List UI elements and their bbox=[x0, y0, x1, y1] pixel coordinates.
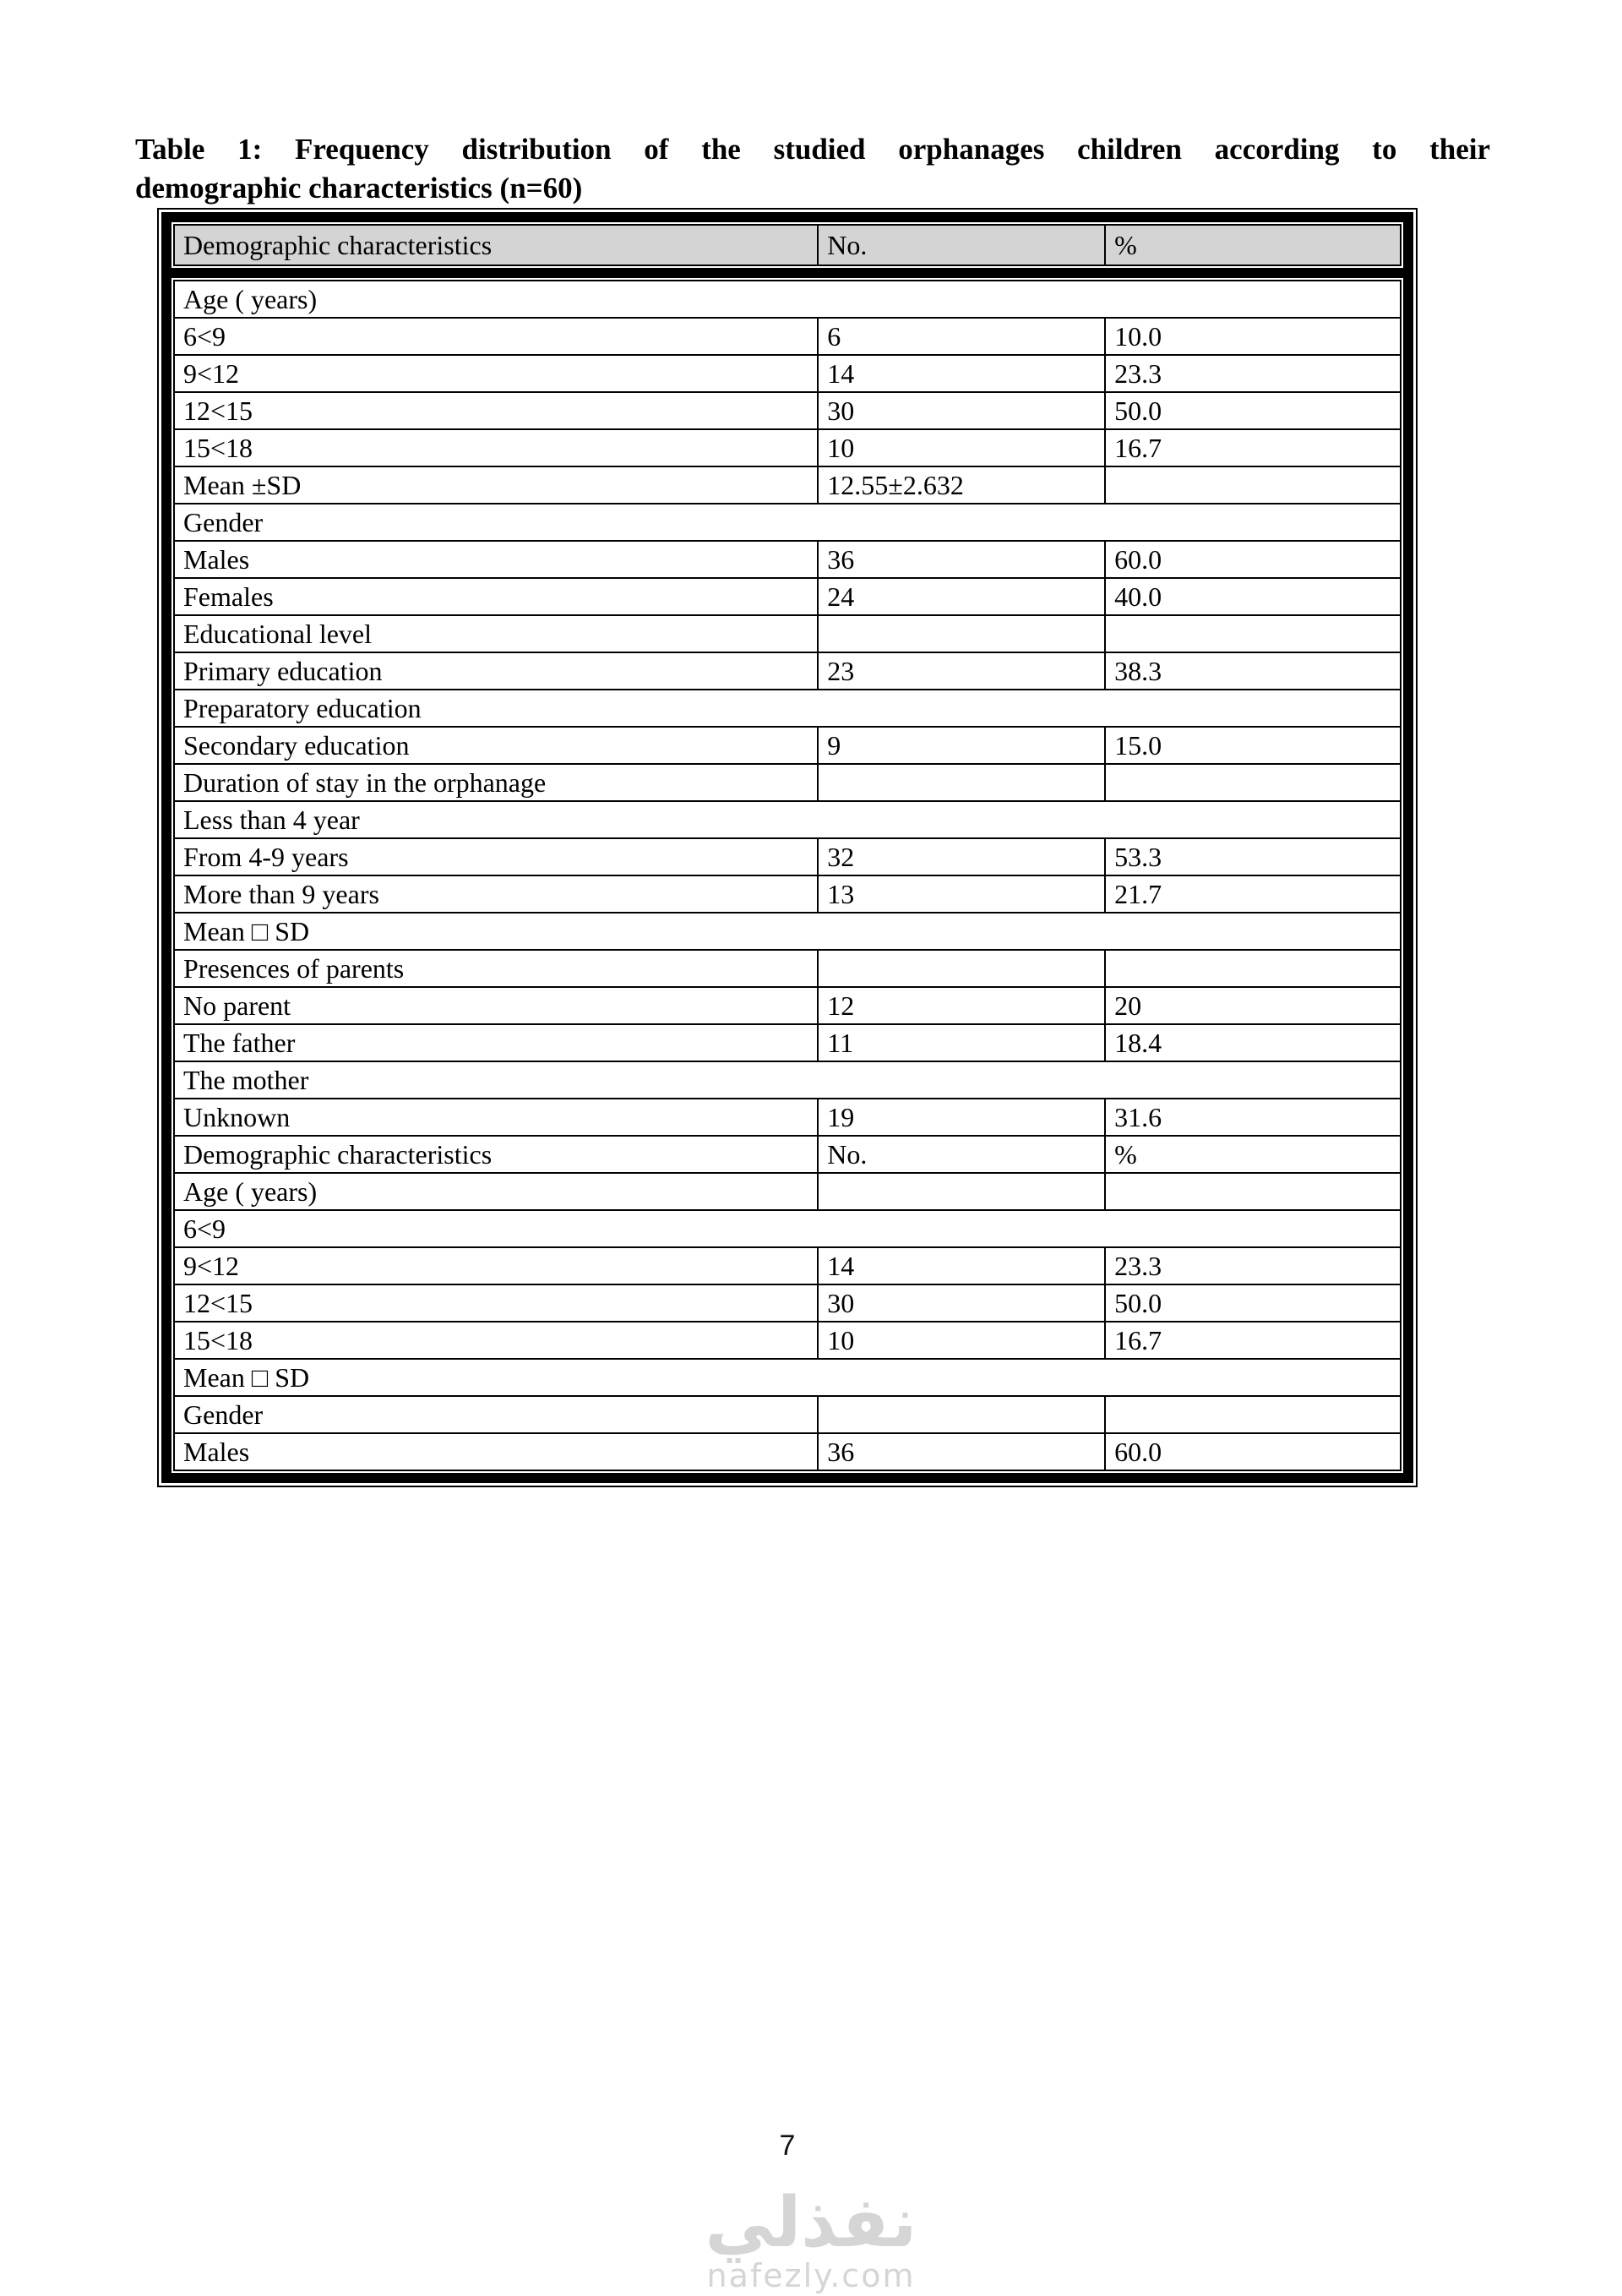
table-cell-pct: 38.3 bbox=[1105, 652, 1401, 690]
table-cell-no: 30 bbox=[818, 392, 1105, 429]
table-row bbox=[174, 727, 1401, 764]
table-caption-line-2: demographic characteristics (n=60) bbox=[135, 172, 583, 205]
table-row bbox=[174, 1247, 1401, 1284]
table-cell-pct: 16.7 bbox=[1105, 429, 1401, 466]
table-cell-label: Duration of stay in the orphanage bbox=[174, 764, 818, 801]
table-row bbox=[174, 1210, 1401, 1247]
table-row bbox=[174, 1061, 1401, 1099]
table-outer-border bbox=[157, 208, 1418, 1487]
table-cell-pct: 16.7 bbox=[1105, 1322, 1401, 1359]
table-cell-label: The mother bbox=[174, 1061, 1401, 1099]
table-row bbox=[174, 652, 1401, 690]
table-cell-pct bbox=[1105, 466, 1401, 504]
table-cell-label: Mean □ SD bbox=[174, 1359, 1401, 1396]
table-cell-no: 12 bbox=[818, 987, 1105, 1024]
table-cell-no: 12.55±2.632 bbox=[818, 466, 1105, 504]
table-cell-label: 15<18 bbox=[174, 429, 818, 466]
table-cell-no: 30 bbox=[818, 1284, 1105, 1322]
table-header-row bbox=[174, 225, 1401, 265]
table-cell-label: Males bbox=[174, 1433, 818, 1470]
table-cell-pct bbox=[1105, 1396, 1401, 1433]
nafezly-domain: nafezly.com bbox=[706, 2257, 916, 2294]
table-row bbox=[174, 987, 1401, 1024]
table-inner-border bbox=[161, 212, 1413, 1483]
nafezly-logo: نفذلي bbox=[705, 2183, 917, 2263]
table-cell-pct: 60.0 bbox=[1105, 1433, 1401, 1470]
table-cell-pct: 20 bbox=[1105, 987, 1401, 1024]
table-cell-label: Females bbox=[174, 578, 818, 615]
table-cell-no: 14 bbox=[818, 1247, 1105, 1284]
table-row bbox=[174, 1396, 1401, 1433]
table-cell-no bbox=[818, 1396, 1105, 1433]
header-cell-characteristics: Demographic characteristics bbox=[174, 225, 818, 265]
table-cell-label: The father bbox=[174, 1024, 818, 1061]
table-row bbox=[174, 913, 1401, 950]
table-cell-no: No. bbox=[818, 1136, 1105, 1173]
table-row bbox=[174, 615, 1401, 652]
table-row bbox=[174, 1173, 1401, 1210]
table-cell-pct: 18.4 bbox=[1105, 1024, 1401, 1061]
table-cell-no bbox=[818, 1173, 1105, 1210]
table-cell-label: Preparatory education bbox=[174, 690, 1401, 727]
table-cell-label: Less than 4 year bbox=[174, 801, 1401, 838]
table-row bbox=[174, 1284, 1401, 1322]
table-cell-label: 9<12 bbox=[174, 355, 818, 392]
table-cell-label: 9<12 bbox=[174, 1247, 818, 1284]
watermark bbox=[0, 2183, 1622, 2294]
table-row bbox=[174, 1359, 1401, 1396]
table-cell-pct: 15.0 bbox=[1105, 727, 1401, 764]
table-cell-pct: 50.0 bbox=[1105, 1284, 1401, 1322]
table-cell-label: Males bbox=[174, 541, 818, 578]
table-row bbox=[174, 355, 1401, 392]
table-cell-pct: 50.0 bbox=[1105, 392, 1401, 429]
table-cell-no: 24 bbox=[818, 578, 1105, 615]
page-number: 7 bbox=[779, 2130, 796, 2162]
table-header bbox=[173, 224, 1402, 266]
table-cell-pct: 23.3 bbox=[1105, 355, 1401, 392]
table-row bbox=[174, 950, 1401, 987]
frequency-table bbox=[157, 208, 1418, 1487]
table-row bbox=[174, 801, 1401, 838]
table-cell-label: Age ( years) bbox=[174, 1173, 818, 1210]
table-cell-no: 19 bbox=[818, 1099, 1105, 1136]
table-cell-label: Secondary education bbox=[174, 727, 818, 764]
table-row bbox=[174, 504, 1401, 541]
table-row bbox=[174, 1099, 1401, 1136]
table-cell-label: 15<18 bbox=[174, 1322, 818, 1359]
table-cell-pct: 40.0 bbox=[1105, 578, 1401, 615]
table-cell-no bbox=[818, 615, 1105, 652]
table-row bbox=[174, 1433, 1401, 1470]
table-cell-no: 36 bbox=[818, 1433, 1105, 1470]
table-row bbox=[174, 1136, 1401, 1173]
table-row bbox=[174, 392, 1401, 429]
table-row bbox=[174, 466, 1401, 504]
table-cell-label: Unknown bbox=[174, 1099, 818, 1136]
table-body bbox=[173, 280, 1402, 1471]
table-cell-label: Educational level bbox=[174, 615, 818, 652]
table-cell-label: 6<9 bbox=[174, 318, 818, 355]
table-row bbox=[174, 429, 1401, 466]
table-cell-pct: 10.0 bbox=[1105, 318, 1401, 355]
table-cell-no: 14 bbox=[818, 355, 1105, 392]
header-cell-percent: % bbox=[1105, 225, 1401, 265]
table-cell-label: Mean ±SD bbox=[174, 466, 818, 504]
table-cell-label: 12<15 bbox=[174, 1284, 818, 1322]
header-cell-no: No. bbox=[818, 225, 1105, 265]
table-row bbox=[174, 1024, 1401, 1061]
table-cell-label: Mean □ SD bbox=[174, 913, 1401, 950]
table-cell-pct: 23.3 bbox=[1105, 1247, 1401, 1284]
table-cell-label: Primary education bbox=[174, 652, 818, 690]
table-cell-no: 23 bbox=[818, 652, 1105, 690]
table-cell-pct: 21.7 bbox=[1105, 875, 1401, 913]
table-row bbox=[174, 875, 1401, 913]
table-row bbox=[174, 1322, 1401, 1359]
table-cell-pct bbox=[1105, 764, 1401, 801]
table-cell-no bbox=[818, 764, 1105, 801]
table-cell-label: 6<9 bbox=[174, 1210, 1401, 1247]
table-row bbox=[174, 690, 1401, 727]
table-cell-no: 10 bbox=[818, 429, 1105, 466]
table-cell-label: Presences of parents bbox=[174, 950, 818, 987]
table-cell-no: 6 bbox=[818, 318, 1105, 355]
table-cell-label: Gender bbox=[174, 1396, 818, 1433]
table-row bbox=[174, 541, 1401, 578]
table-header-separator-band bbox=[171, 268, 1403, 278]
table-cell-label: No parent bbox=[174, 987, 818, 1024]
table-cell-label: From 4-9 years bbox=[174, 838, 818, 875]
table-cell-no: 9 bbox=[818, 727, 1105, 764]
table-row bbox=[174, 578, 1401, 615]
table-cell-label: Gender bbox=[174, 504, 1401, 541]
table-cell-no: 13 bbox=[818, 875, 1105, 913]
table-cell-label: Age ( years) bbox=[174, 281, 1401, 318]
table-cell-pct: 31.6 bbox=[1105, 1099, 1401, 1136]
table-row bbox=[174, 764, 1401, 801]
table-cell-no: 11 bbox=[818, 1024, 1105, 1061]
table-row bbox=[174, 281, 1401, 318]
table-cell-pct bbox=[1105, 615, 1401, 652]
table-row bbox=[174, 318, 1401, 355]
table-cell-label: More than 9 years bbox=[174, 875, 818, 913]
table-cell-no: 36 bbox=[818, 541, 1105, 578]
table-caption-line-1: Table 1: Frequency distribution of the studied orphanages children according to their bbox=[135, 133, 1490, 166]
table-cell-pct: % bbox=[1105, 1136, 1401, 1173]
table-cell-no bbox=[818, 950, 1105, 987]
table-cell-no: 32 bbox=[818, 838, 1105, 875]
table-caption bbox=[135, 130, 1490, 208]
table-cell-pct bbox=[1105, 1173, 1401, 1210]
table-cell-no: 10 bbox=[818, 1322, 1105, 1359]
table-cell-label: Demographic characteristics bbox=[174, 1136, 818, 1173]
table-cell-label: 12<15 bbox=[174, 392, 818, 429]
table-cell-pct bbox=[1105, 950, 1401, 987]
table-cell-pct: 60.0 bbox=[1105, 541, 1401, 578]
table-row bbox=[174, 838, 1401, 875]
table-cell-pct: 53.3 bbox=[1105, 838, 1401, 875]
